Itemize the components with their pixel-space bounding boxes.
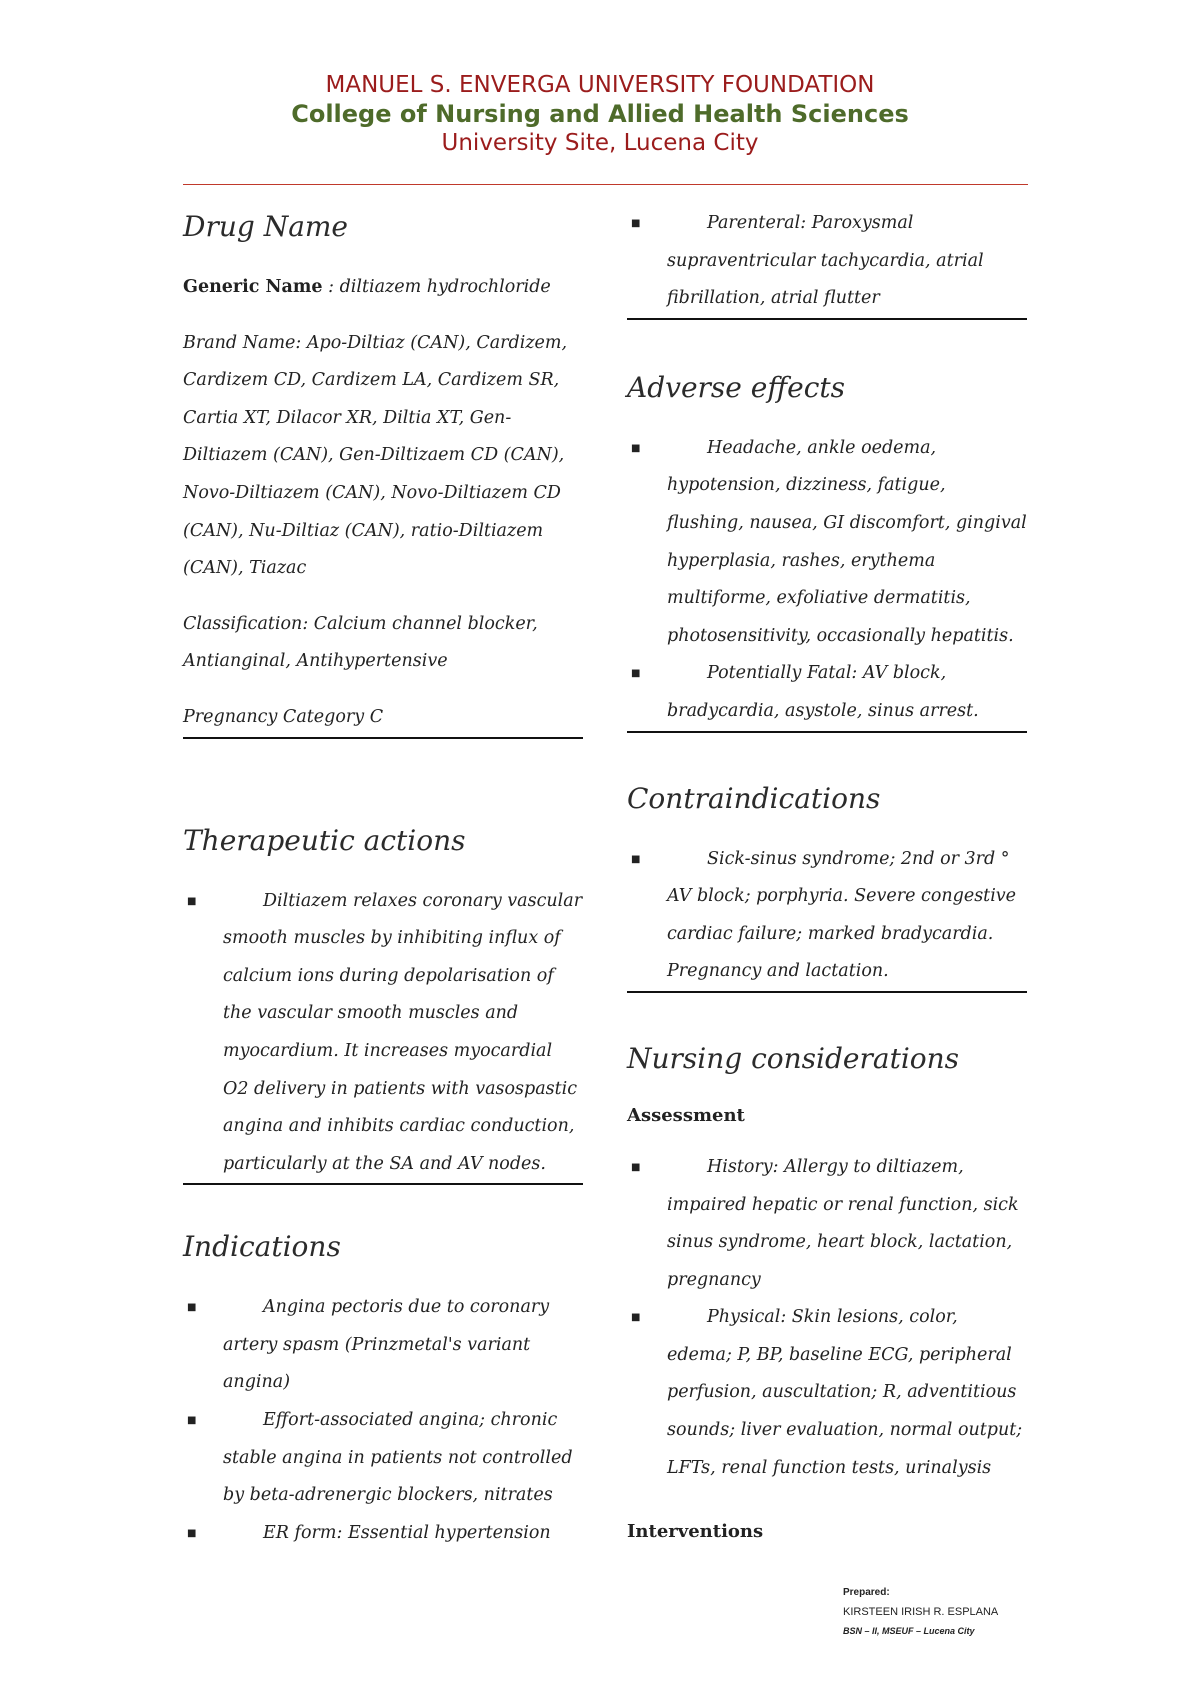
list-item: ■ ER form: Essential hypertension (183, 1515, 583, 1553)
generic-name (183, 269, 583, 307)
bullet-icon: ■ (631, 218, 641, 229)
brand-names: Brand Name: Apo-Diltiaz (CAN), Cardizem, Cardizem CD, Cardizem LA, Cardizem SR, Cartia XT, Dilacor XR, Diltia XT, Gen-Diltiazem (CAN), Gen-Diltizaem CD (CAN), Novo-Diltiazem (CAN), Novo-Diltiazem CD (CAN), Nu-Diltiaz (CAN), ratio-Diltiazem (CAN), Tiazac (183, 332, 568, 579)
prepared-by-block (843, 1584, 998, 1640)
drug-name-section (183, 207, 583, 739)
nursing-section (627, 1039, 1027, 1547)
therapeutic-section (183, 821, 583, 1186)
therapeutic-heading: Therapeutic actions (183, 823, 466, 857)
college-name: College of Nursing and Allied Health Sciences (291, 100, 909, 128)
bullet-icon: ■ (187, 895, 197, 907)
classification: Classification: Calcium channel blocker, Antianginal, Antihypertensive (183, 613, 538, 672)
generic-name-label: Generic Name (183, 277, 323, 297)
contraindications-section (627, 779, 1027, 993)
adverse-section (627, 368, 1027, 733)
adverse-list (627, 430, 1027, 731)
bullet-icon: ■ (631, 668, 641, 680)
list-item: ■ Diltiazem relaxes coronary vascular smooth muscles by inhibiting influx of calcium ions during depolarisation of the vascular smooth muscles and myocardium. It increases myocardial O2 delivery in patients with vasospastic angina and inhibits cardiac conduction, particularly at the SA and AV nodes. (183, 883, 583, 1184)
assessment-list (627, 1149, 1027, 1487)
bullet-icon: ■ (631, 1161, 641, 1173)
indications-heading: Indications (183, 1230, 341, 1264)
left-column (183, 207, 583, 1552)
nursing-heading: Nursing considerations (627, 1041, 960, 1075)
list-item: ■ Effort-associated angina; chronic stable angina in patients not controlled by beta-adrenergic blockers, nitrates (183, 1402, 583, 1515)
list-item: ■ History: Allergy to diltiazem, impaired hepatic or renal function, sick sinus syndrome, heart block, lactation, pregnancy (627, 1149, 1027, 1299)
drug-name-heading: Drug Name (183, 210, 349, 243)
contraindications-heading: Contraindications (627, 781, 881, 815)
bullet-icon: ■ (631, 853, 641, 865)
bullet-icon: ■ (187, 1527, 197, 1539)
right-column (627, 205, 1027, 1565)
bullet-icon: ■ (187, 1415, 197, 1427)
list-item: ■ Parenteral: Paroxysmal supraventricular tachycardia, atrial fibrillation, atrial flutter (627, 205, 1027, 318)
generic-name-value: : diltiazem hydrochloride (322, 277, 551, 297)
indications-continued (627, 205, 1027, 320)
preparer-name: KIRSTEEN IRISH R. ESPLANA (843, 1606, 999, 1618)
bullet-icon: ■ (631, 442, 641, 454)
contraindications-list (627, 841, 1027, 991)
header-divider (183, 184, 1028, 185)
list-item: ■ Angina pectoris due to coronary artery spasm (Prinzmetal's variant angina) (183, 1289, 583, 1402)
interventions-heading: Interventions (627, 1521, 764, 1543)
indications-section (183, 1227, 583, 1552)
university-name: MANUEL S. ENVERGA UNIVERSITY FOUNDATION (325, 72, 875, 98)
university-site: University Site, Lucena City (441, 130, 759, 156)
list-item: ■ Physical: Skin lesions, color, edema; P, BP, baseline ECG, peripheral perfusion, auscultation; R, adventitious sounds; liver evaluation, normal output; LFTs, renal function tests, urinalysis (627, 1299, 1027, 1487)
list-item: ■ Headache, ankle oedema, hypotension, dizziness, fatigue, flushing, nausea, GI discomfort, gingival hyperplasia, rashes, erythema multiforme, exfoliative dermatitis, photosensitivity, occasionally hepatitis. (627, 430, 1027, 656)
bullet-icon: ■ (187, 1302, 197, 1314)
list-item: ■ Sick-sinus syndrome; 2nd or 3rd ° AV block; porphyria. Severe congestive cardiac failure; marked bradycardia. Pregnancy and lactation. (627, 841, 1027, 991)
pregnancy-category: Pregnancy Category C (183, 706, 384, 727)
preparer-detail: BSN – II, MSEUF – Lucena City (843, 1626, 975, 1636)
indications-list (183, 1289, 583, 1552)
bullet-icon: ■ (631, 1312, 641, 1324)
adverse-heading: Adverse effects (627, 370, 846, 404)
therapeutic-list (183, 883, 583, 1184)
assessment-heading: Assessment (627, 1104, 745, 1126)
prepared-label: Prepared: (843, 1587, 890, 1598)
list-item: ■ Potentially Fatal: AV block, bradycardia, asystole, sinus arrest. (627, 655, 1027, 730)
